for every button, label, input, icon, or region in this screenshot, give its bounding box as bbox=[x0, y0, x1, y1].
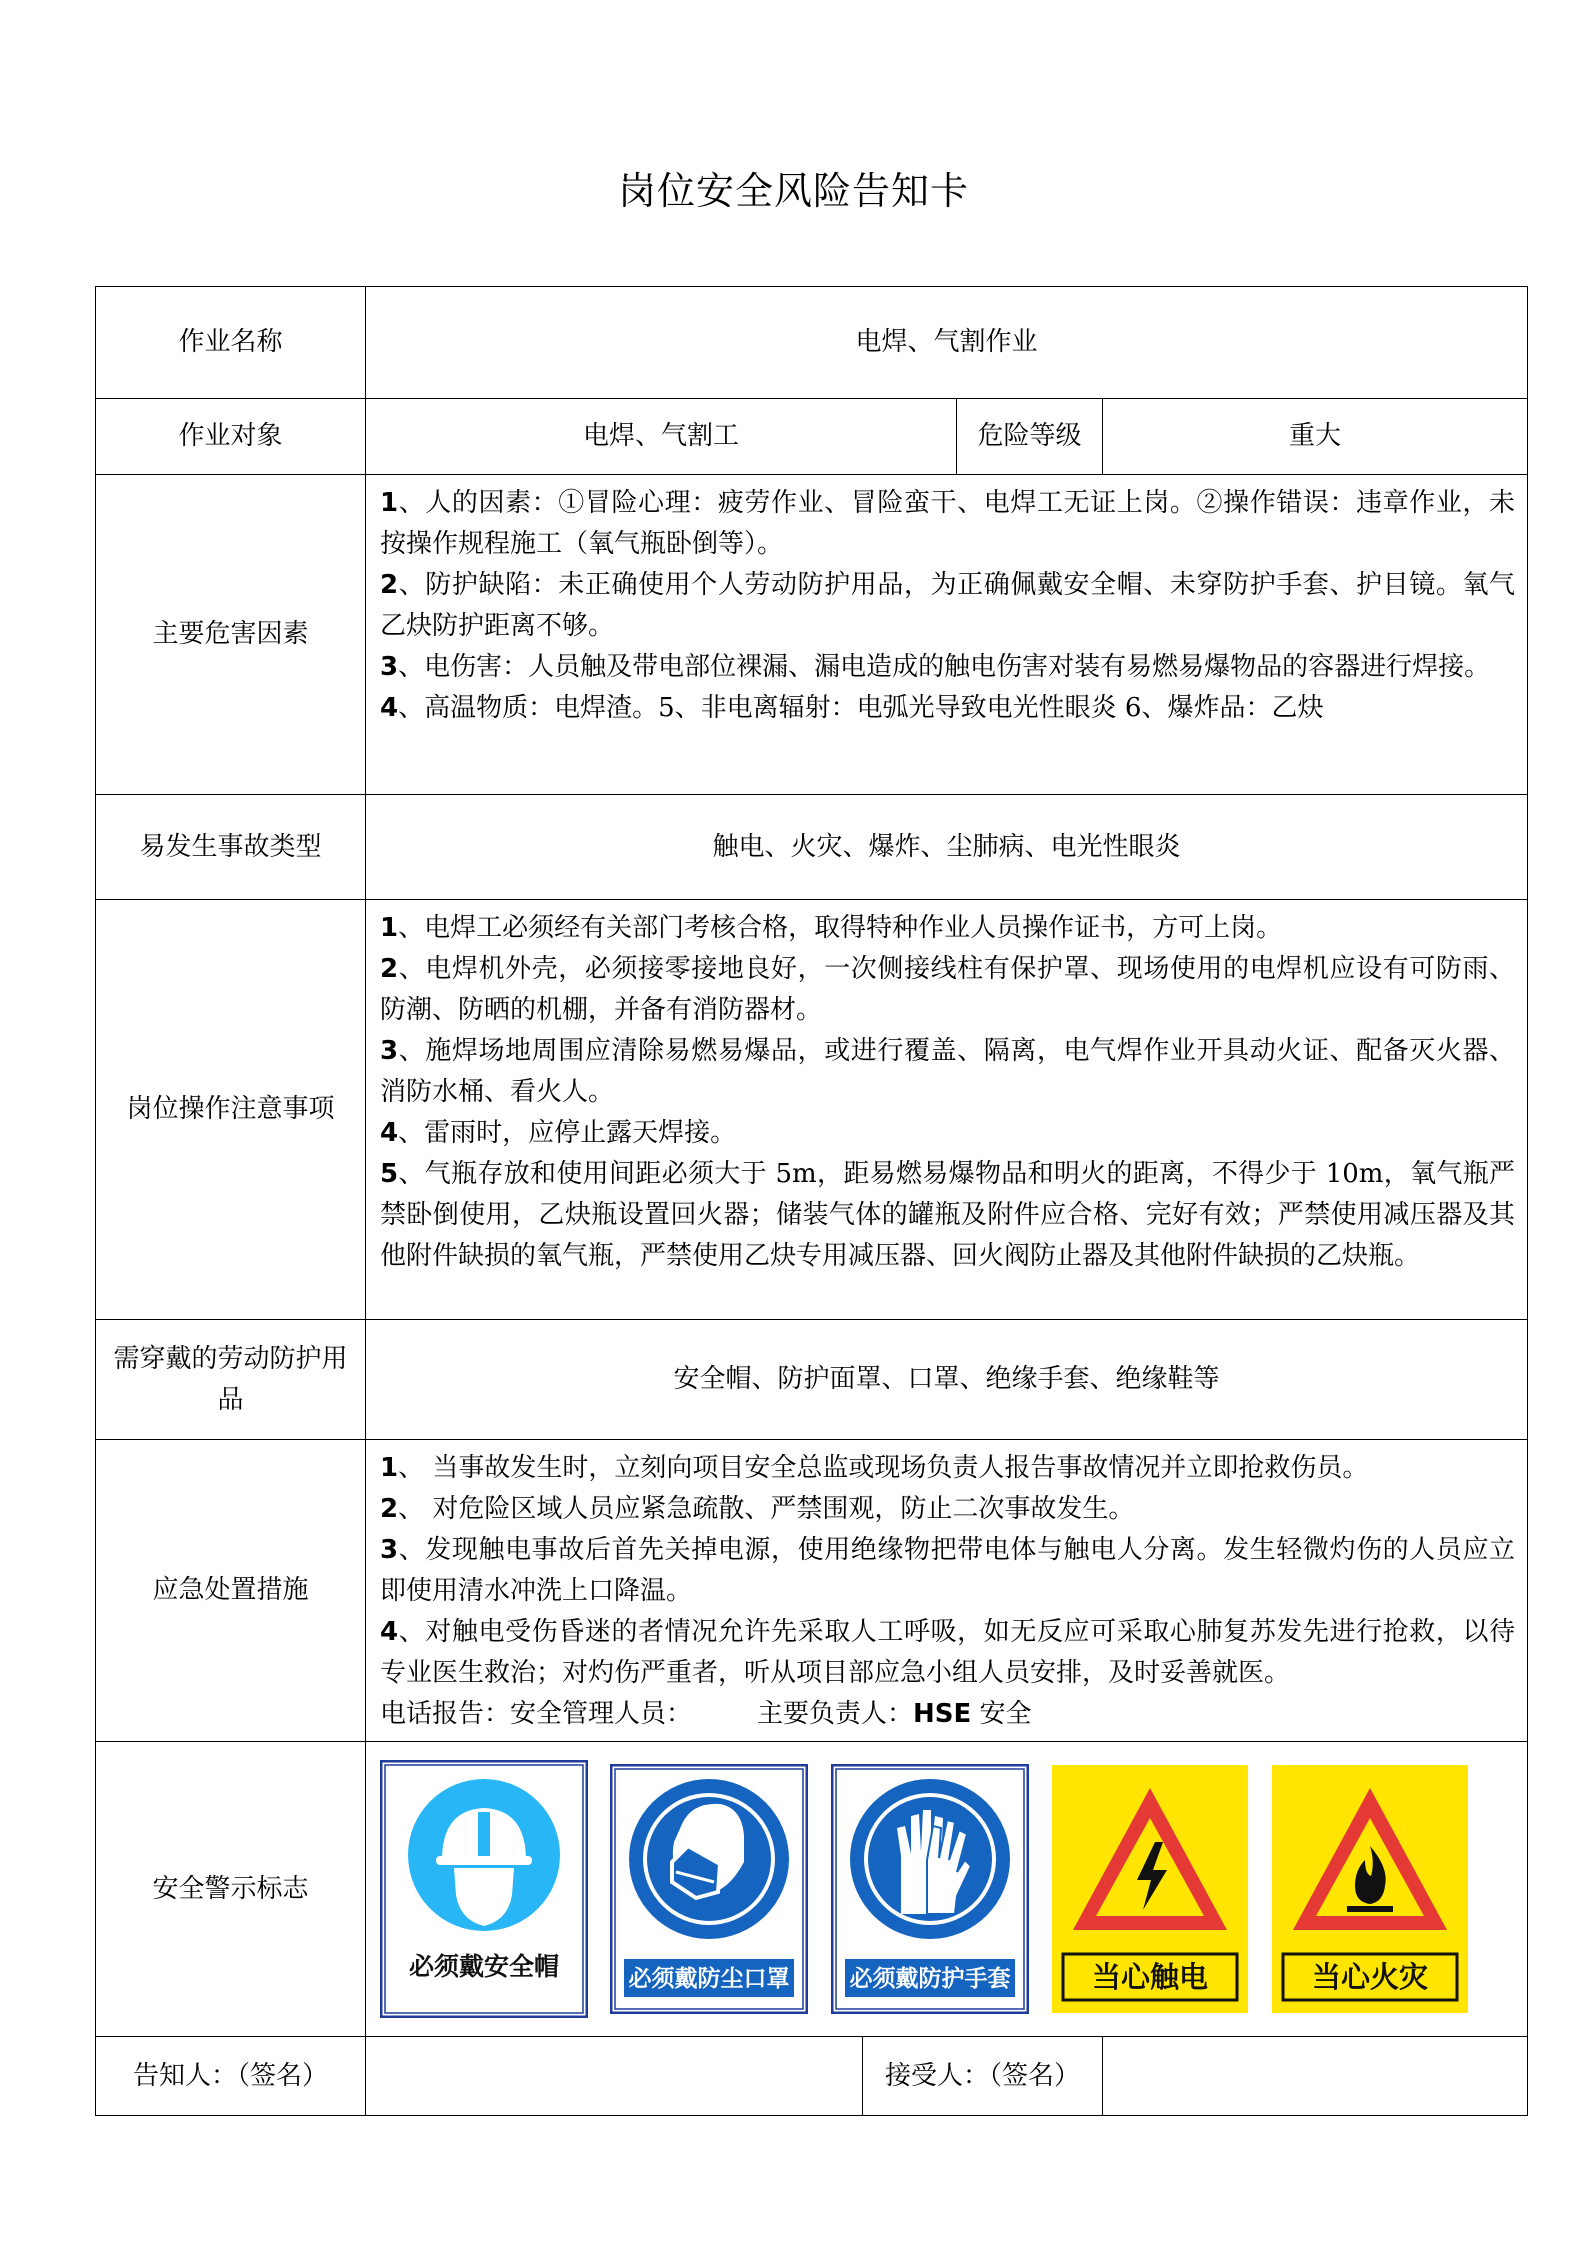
risk-level-value: 重大 bbox=[1103, 399, 1528, 475]
page-title: 岗位安全风险告知卡 bbox=[617, 169, 969, 213]
hazard-item: 3、电伤害：人员触及带电部位裸漏、漏电造成的触电伤害对装有易燃易爆物品的容器进行焊接。 bbox=[380, 652, 1491, 682]
ppe-row bbox=[96, 1320, 1528, 1440]
sign-fire bbox=[1271, 1764, 1469, 2014]
job-target-label: 作业对象 bbox=[96, 399, 366, 475]
precaution-item: 2、电焊机外壳，必须接零接地良好，一次侧接线柱有保护罩、现场使用的电焊机应设有可防雨、防潮、防晒的机棚，并备有消防器材。 bbox=[380, 954, 1516, 1025]
dust-mask-icon bbox=[629, 1779, 789, 1939]
precautions-row bbox=[96, 900, 1528, 1320]
accident-types-row bbox=[96, 795, 1528, 900]
sign-helmet-text: 必须戴安全帽 bbox=[408, 1952, 560, 1981]
sign-gloves-text: 必须戴防护手套 bbox=[849, 1966, 1010, 1992]
gloves-icon bbox=[850, 1779, 1010, 1939]
emergency-list bbox=[366, 1440, 1528, 1742]
precautions-label: 岗位操作注意事项 bbox=[96, 900, 366, 1320]
job-name-value: 电焊、气割作业 bbox=[366, 287, 1528, 399]
emergency-item: 2、 对危险区域人员应紧急疏散、严禁围观，防止二次事故发生。 bbox=[380, 1494, 1135, 1524]
emergency-label: 应急处置措施 bbox=[96, 1440, 366, 1742]
accident-types-value: 触电、火灾、爆炸、尘肺病、电光性眼炎 bbox=[366, 795, 1528, 900]
emergency-item: 4、对触电受伤昏迷的者情况允许先采取人工呼吸，如无反应可采取心肺复苏发先进行抢救，以待专业医生救治；对灼伤严重者，听从项目部应急小组人员安排，及时妥善就医。 bbox=[380, 1617, 1516, 1688]
job-target-value: 电焊、气割工 bbox=[366, 399, 957, 475]
sign-gloves bbox=[831, 1764, 1029, 2014]
informer-label: 告知人：（签名） bbox=[96, 2037, 366, 2116]
hazards-list bbox=[366, 475, 1528, 795]
sign-dust-mask-text: 必须戴防尘口罩 bbox=[628, 1966, 790, 1992]
helmet-icon bbox=[408, 1779, 560, 1931]
signs-label: 安全警示标志 bbox=[96, 1742, 366, 2037]
sign-fire-text: 当心火灾 bbox=[1311, 1960, 1429, 1994]
precaution-item: 5、气瓶存放和使用间距必须大于 5m，距易燃易爆物品和明火的距离，不得少于 10m，氧气瓶严禁卧倒使用，乙炔瓶设置回火器；储装气体的罐瓶及附件应合格、完好有效；严禁使用减压器及其他附件缺损的氧气瓶，严禁使用乙炔专用减压器、回火阀防止器及其他附件缺损的乙炔瓶。 bbox=[380, 1159, 1516, 1271]
signs-row bbox=[96, 1742, 1528, 2037]
signature-row bbox=[96, 2037, 1528, 2116]
job-target-row bbox=[96, 399, 1528, 475]
risk-card-table bbox=[95, 286, 1528, 2116]
hazard-item: 4、高温物质：电焊渣。5、非电离辐射：电弧光导致电光性眼炎 6、爆炸品：乙炔 bbox=[380, 693, 1324, 723]
ppe-label: 需穿戴的劳动防护用品 bbox=[96, 1320, 366, 1440]
ppe-value: 安全帽、防护面罩、口罩、绝缘手套、绝缘鞋等 bbox=[366, 1320, 1528, 1440]
receiver-signature-field[interactable] bbox=[1103, 2037, 1528, 2116]
hazards-label: 主要危害因素 bbox=[96, 475, 366, 795]
signs-cell bbox=[366, 1742, 1528, 2037]
accident-types-label: 易发生事故类型 bbox=[96, 795, 366, 900]
hazards-row bbox=[96, 475, 1528, 795]
emergency-report: 电话报告：安全管理人员： 主要负责人：HSE 安全 bbox=[380, 1699, 1032, 1729]
risk-level-label: 危险等级 bbox=[957, 399, 1103, 475]
hazard-item: 1、人的因素：①冒险心理：疲劳作业、冒险蛮干、电焊工无证上岗。②操作错误：违章作业，未按操作规程施工（氧气瓶卧倒等）。 bbox=[380, 488, 1516, 559]
precaution-item: 1、电焊工必须经有关部门考核合格，取得特种作业人员操作证书，方可上岗。 bbox=[380, 913, 1283, 943]
informer-signature-field[interactable] bbox=[366, 2037, 863, 2116]
emergency-item: 1、 当事故发生时，立刻向项目安全总监或现场负责人报告事故情况并立即抢救伤员。 bbox=[380, 1453, 1369, 1483]
precaution-item: 4、雷雨时，应停止露天焊接。 bbox=[380, 1118, 737, 1148]
hazard-item: 2、防护缺陷：未正确使用个人劳动防护用品，为正确佩戴安全帽、未穿防护手套、护目镜。氧气乙炔防护距离不够。 bbox=[380, 570, 1516, 641]
sign-electric-shock bbox=[1051, 1764, 1249, 2014]
sign-dust-mask bbox=[610, 1764, 808, 2014]
emergency-row bbox=[96, 1440, 1528, 1742]
job-name-row bbox=[96, 287, 1528, 399]
sign-electric-shock-text: 当心触电 bbox=[1091, 1960, 1208, 1994]
precautions-list bbox=[366, 900, 1528, 1320]
emergency-item: 3、发现触电事故后首先关掉电源，使用绝缘物把带电体与触电人分离。发生轻微灼伤的人员应立即使用清水冲洗上口降温。 bbox=[380, 1535, 1516, 1606]
precaution-item: 3、施焊场地周围应清除易燃易爆品，或进行覆盖、隔离，电气焊作业开具动火证、配备灭火器、消防水桶、看火人。 bbox=[380, 1036, 1516, 1107]
sign-helmet bbox=[380, 1760, 588, 2018]
job-name-label: 作业名称 bbox=[96, 287, 366, 399]
receiver-label: 接受人：（签名） bbox=[863, 2037, 1103, 2116]
